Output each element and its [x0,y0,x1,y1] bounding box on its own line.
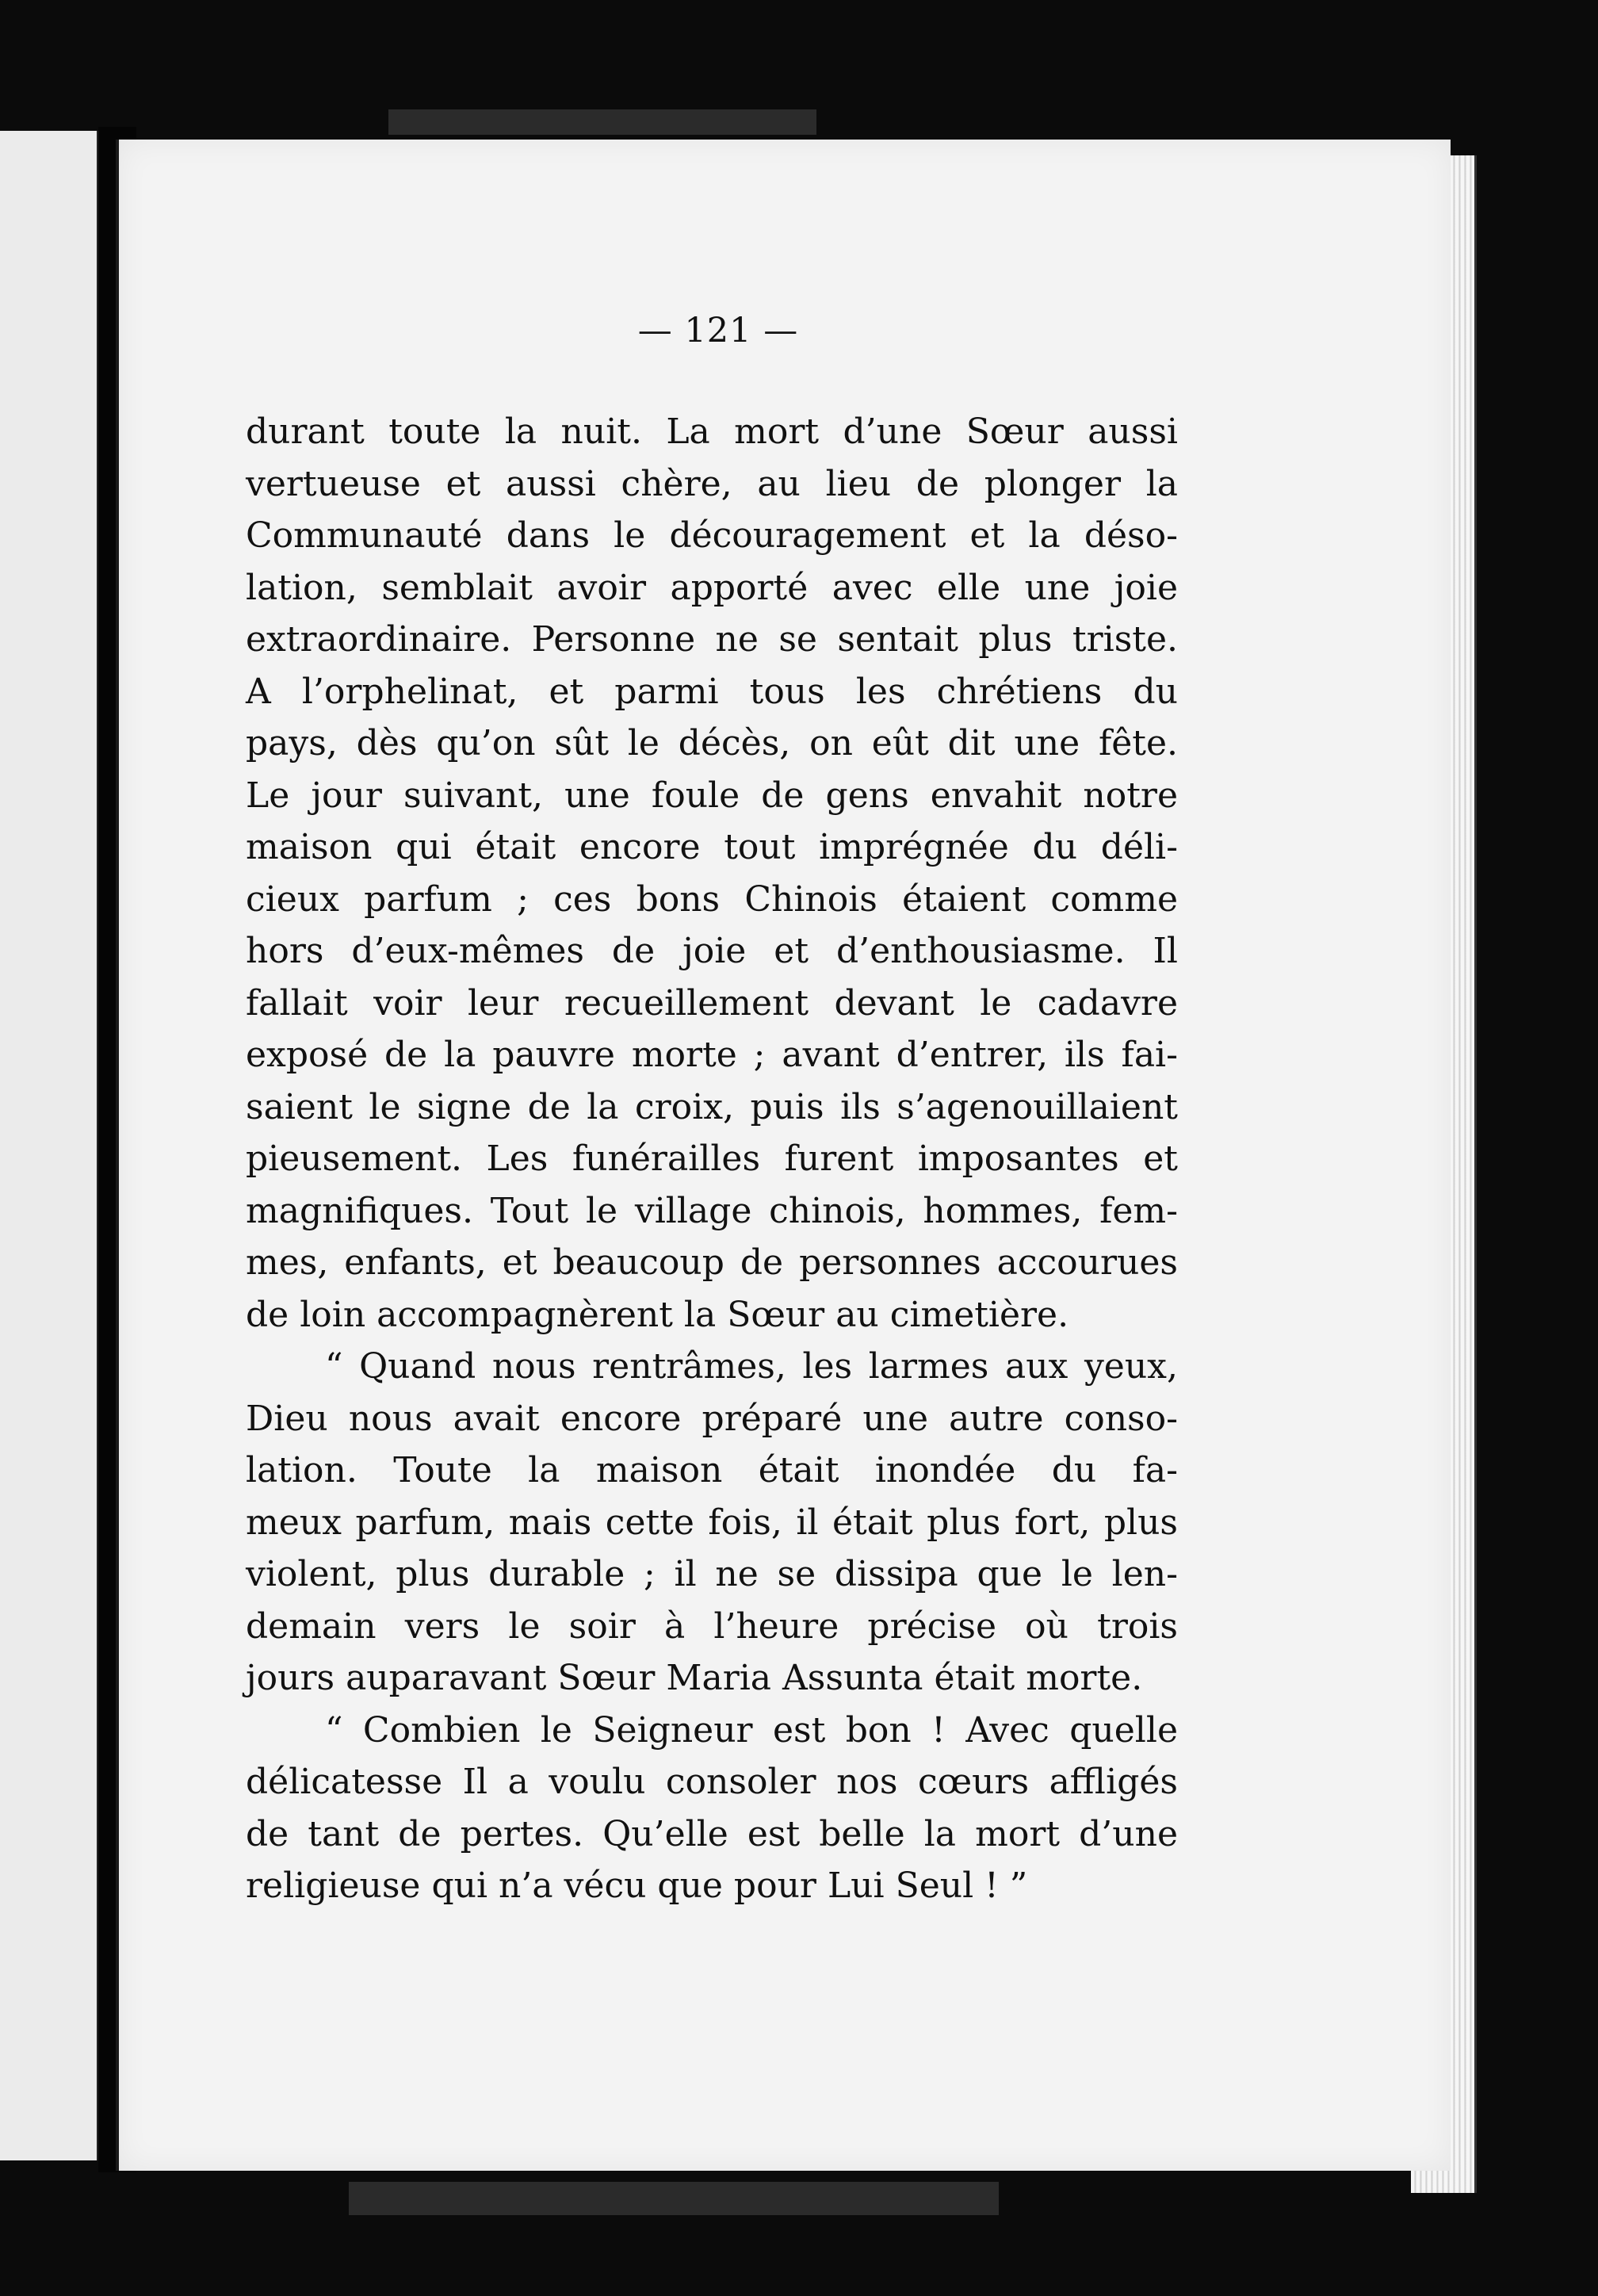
text-line: magnifiques. Tout le village chinois, hommes, fem- [246,1190,1178,1231]
text-line: jours auparavant Sœur Maria Assunta était morte. [246,1658,1143,1698]
text-line: de loin accompagnèrent la Sœur au cimetière. [246,1294,1069,1335]
text-line: hors d’eux-mêmes de joie et d’enthousiasme. Il [246,931,1178,971]
text-line: vertueuse et aussi chère, au lieu de plonger la [246,463,1178,504]
text-line: “ Combien le Seigneur est bon ! Avec quelle [325,1709,1178,1751]
text-line: délicatesse Il a voulu consoler nos cœurs affligés [246,1762,1178,1802]
text-line: Communauté dans le découragement et la déso- [246,515,1178,556]
text-line: meux parfum, mais cette fois, il était plus fort, plus [246,1502,1178,1543]
text-line: lation. Toute la maison était inondée du fa- [246,1450,1178,1490]
facing-page-edge [0,131,99,2160]
text-line: cieux parfum ; ces bons Chinois étaient comme [246,878,1178,920]
text-line: Dieu nous avait encore préparé une autre conso- [246,1398,1178,1439]
text-line: maison qui était encore tout imprégnée du déli- [246,827,1178,867]
text-line: saient le signe de la croix, puis ils s’agenouillaient [246,1086,1178,1127]
text-line: mes, enfants, et beaucoup de personnes accourues [246,1242,1178,1283]
text-line: A l’orphelinat, et parmi tous les chrétiens du [246,671,1178,712]
text-line: de tant de pertes. Qu’elle est belle la mort d’une [246,1813,1178,1854]
text-line: Le jour suivant, une foule de gens envahit notre [246,775,1178,816]
scan-top-strip [388,109,816,135]
page-number: — 121 — [637,311,799,350]
text-line: “ Quand nous rentrâmes, les larmes aux yeux, [325,1346,1178,1387]
text-line: violent, plus durable ; il ne se dissipa que le len- [246,1554,1178,1594]
text-line: pays, dès qu’on sût le décès, on eût dit une fête. [246,723,1178,763]
text-line: religieuse qui n’a vécu que pour Lui Seul ! ” [246,1866,1028,1906]
text-line: lation, semblait avoir apporté avec elle une joie [246,567,1178,608]
text-line: fallait voir leur recueillement devant le cadavre [246,982,1178,1024]
scan-bottom-strip [349,2182,999,2215]
text-line: extraordinaire. Personne ne se sentait plus triste. [246,619,1178,660]
text-line: demain vers le soir à l’heure précise où trois [246,1605,1178,1647]
text-line: pieusement. Les funérailles furent imposantes et [246,1138,1178,1179]
text-line: durant toute la nuit. La mort d’une Sœur aussi [246,411,1178,452]
page-body-text [246,406,1178,1912]
text-line: exposé de la pauvre morte ; avant d’entrer, ils fai- [246,1035,1178,1075]
